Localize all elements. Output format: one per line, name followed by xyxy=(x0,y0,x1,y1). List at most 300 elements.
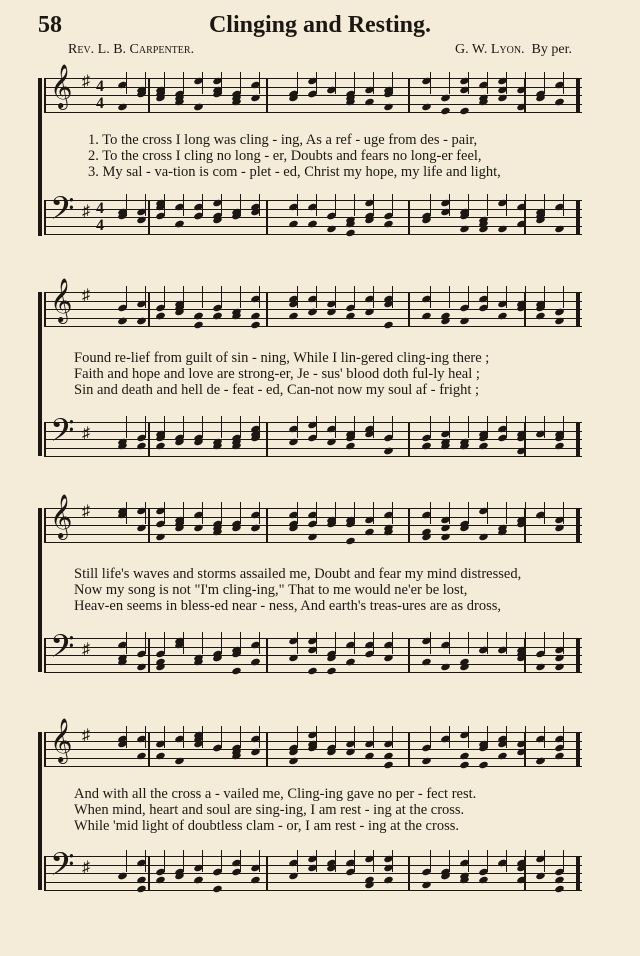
note-stem xyxy=(297,194,298,216)
note-head xyxy=(345,536,356,545)
note-stem xyxy=(525,72,526,94)
barline xyxy=(408,292,410,326)
note-stem xyxy=(202,850,203,872)
hymn-title: Clinging and Resting. xyxy=(208,12,432,38)
note-head xyxy=(459,106,470,115)
note-head xyxy=(440,106,451,115)
note-head xyxy=(231,666,242,675)
page-number: 58 xyxy=(38,12,62,38)
note-head xyxy=(155,752,166,761)
note-stem xyxy=(240,726,241,748)
note-head xyxy=(231,442,242,451)
treble-staff xyxy=(44,720,582,766)
note-stem xyxy=(563,286,564,308)
staff-line xyxy=(44,112,582,113)
note-stem xyxy=(126,286,127,308)
barline xyxy=(44,638,46,672)
note-stem xyxy=(126,632,127,654)
note-stem xyxy=(126,72,127,94)
note-stem xyxy=(392,416,393,438)
note-stem xyxy=(221,502,222,524)
note-stem xyxy=(430,726,431,748)
note-stem xyxy=(468,194,469,216)
note-head xyxy=(383,760,394,769)
note-stem xyxy=(544,72,545,94)
note-stem xyxy=(316,726,317,748)
note-stem xyxy=(354,416,355,438)
note-stem xyxy=(335,632,336,654)
note-stem xyxy=(202,502,203,524)
note-stem xyxy=(506,726,507,748)
bass-clef-icon: 𝄢 xyxy=(50,192,75,234)
note-stem xyxy=(430,72,431,94)
note-stem xyxy=(297,850,298,872)
composer-credit xyxy=(455,42,572,58)
note-stem xyxy=(506,850,507,872)
note-head xyxy=(478,760,489,769)
note-stem xyxy=(487,286,488,308)
note-stem xyxy=(468,850,469,872)
time-signature: 4 4 xyxy=(96,78,104,112)
note-stem xyxy=(297,726,298,748)
system-brace xyxy=(38,508,42,672)
note-stem xyxy=(335,416,336,438)
note-stem xyxy=(354,632,355,654)
note-stem xyxy=(221,850,222,872)
staff-line xyxy=(44,326,582,327)
note-stem xyxy=(126,726,127,748)
note-head xyxy=(212,312,223,321)
note-stem xyxy=(335,726,336,748)
note-stem xyxy=(373,194,374,216)
note-stem xyxy=(563,502,564,524)
sharp-icon: ♯ xyxy=(82,73,90,90)
barline xyxy=(44,200,46,234)
note-stem xyxy=(525,850,526,872)
note-head xyxy=(554,752,565,761)
barline xyxy=(266,78,268,112)
treble-clef-icon: 𝄞 xyxy=(50,720,73,762)
treble-clef-icon: 𝄞 xyxy=(50,66,73,108)
note-stem xyxy=(259,632,260,654)
note-stem xyxy=(221,726,222,748)
barline xyxy=(44,508,46,542)
note-stem xyxy=(468,502,469,524)
note-stem xyxy=(430,632,431,654)
note-stem xyxy=(525,726,526,748)
lyric-verse-1: 1. To the cross I long was cling - ing, As a ref - uge from des - pair, xyxy=(88,132,478,148)
lyric-verse-1: And with all the cross a - vailed me, Cling-ing gave no per - fect rest. xyxy=(74,786,477,802)
note-stem xyxy=(164,194,165,216)
note-stem xyxy=(506,194,507,216)
note-stem xyxy=(392,726,393,748)
note-head xyxy=(155,442,166,451)
note-stem xyxy=(335,194,336,216)
note-head xyxy=(345,442,356,451)
note-head xyxy=(250,312,261,321)
note-stem xyxy=(449,194,450,216)
note-stem xyxy=(259,850,260,872)
note-stem xyxy=(259,286,260,308)
final-barline xyxy=(576,732,580,766)
note-head xyxy=(212,884,223,893)
note-stem xyxy=(544,194,545,216)
barline xyxy=(44,732,46,766)
final-barline xyxy=(576,508,580,542)
barline xyxy=(408,732,410,766)
note-stem xyxy=(525,286,526,308)
note-stem xyxy=(221,194,222,216)
time-signature: 4 4 xyxy=(96,200,104,234)
barline xyxy=(408,508,410,542)
barline xyxy=(148,508,150,542)
note-stem xyxy=(240,72,241,94)
barline xyxy=(408,422,410,456)
barline xyxy=(408,856,410,890)
note-stem xyxy=(335,850,336,872)
note-stem xyxy=(221,286,222,308)
note-stem xyxy=(145,416,146,438)
note-stem xyxy=(297,416,298,438)
note-stem xyxy=(354,726,355,748)
note-head xyxy=(307,666,318,675)
barline xyxy=(266,422,268,456)
lyric-verse-2: When mind, heart and soul are sing-ing, I am rest - ing at the cross. xyxy=(74,802,465,818)
lyric-verse-1: Found re-lief from guilt of sin - ning, While I lin-gered cling-ing there ; xyxy=(74,350,490,366)
note-stem xyxy=(335,502,336,524)
lyric-verse-2: Now my song is not "I'm cling-ing," That to me would ne'er be lost, xyxy=(74,582,468,598)
barline xyxy=(44,292,46,326)
note-stem xyxy=(468,416,469,438)
note-stem xyxy=(316,194,317,216)
note-stem xyxy=(487,632,488,654)
system-brace xyxy=(38,732,42,890)
note-stem xyxy=(373,286,374,308)
note-head xyxy=(345,228,356,237)
note-head xyxy=(193,320,204,329)
note-stem xyxy=(354,502,355,524)
note-stem xyxy=(544,632,545,654)
barline xyxy=(148,732,150,766)
note-head xyxy=(383,320,394,329)
note-stem xyxy=(145,194,146,216)
staff-line xyxy=(44,234,582,235)
treble-staff xyxy=(44,66,582,112)
note-stem xyxy=(544,286,545,308)
barline xyxy=(408,638,410,672)
note-head xyxy=(326,666,337,675)
note-stem xyxy=(183,502,184,524)
note-head xyxy=(478,876,489,885)
note-head xyxy=(364,752,375,761)
barline xyxy=(266,638,268,672)
note-stem xyxy=(563,632,564,654)
note-stem xyxy=(202,416,203,438)
barline xyxy=(44,78,46,112)
note-head xyxy=(497,752,508,761)
note-stem xyxy=(449,416,450,438)
note-stem xyxy=(373,850,374,872)
note-stem xyxy=(164,286,165,308)
note-stem xyxy=(316,72,317,94)
note-head xyxy=(250,320,261,329)
note-stem xyxy=(487,416,488,438)
note-head xyxy=(421,658,432,667)
note-stem xyxy=(373,502,374,524)
note-head xyxy=(345,312,356,321)
note-stem xyxy=(259,194,260,216)
note-head xyxy=(554,98,565,107)
note-stem xyxy=(145,850,146,872)
note-stem xyxy=(335,286,336,308)
note-stem xyxy=(221,632,222,654)
permission-note: By per. xyxy=(531,42,572,57)
note-head xyxy=(459,760,470,769)
note-head xyxy=(307,220,318,229)
note-stem xyxy=(164,726,165,748)
note-stem xyxy=(297,632,298,654)
note-head xyxy=(554,884,565,893)
note-stem xyxy=(183,850,184,872)
barline xyxy=(148,638,150,672)
note-stem xyxy=(430,194,431,216)
note-head xyxy=(554,442,565,451)
note-stem xyxy=(449,850,450,872)
system-brace xyxy=(38,78,42,236)
note-stem xyxy=(563,194,564,216)
barline xyxy=(408,78,410,112)
sharp-icon: ♯ xyxy=(82,503,90,520)
note-stem xyxy=(221,72,222,94)
note-head xyxy=(250,658,261,667)
note-stem xyxy=(487,72,488,94)
lyric-verse-2: Faith and hope and love are strong-er, Je - sus' blood doth ful-ly heal ; xyxy=(74,366,480,382)
note-stem xyxy=(506,72,507,94)
treble-clef-icon: 𝄞 xyxy=(50,280,73,322)
bass-staff xyxy=(44,848,582,890)
note-head xyxy=(136,752,147,761)
note-stem xyxy=(487,726,488,748)
note-stem xyxy=(468,286,469,308)
note-head xyxy=(497,312,508,321)
note-stem xyxy=(392,850,393,872)
note-stem xyxy=(373,726,374,748)
note-stem xyxy=(259,416,260,438)
staff-line xyxy=(44,766,582,767)
note-head xyxy=(231,312,242,321)
note-stem xyxy=(544,502,545,524)
note-stem xyxy=(544,726,545,748)
sharp-icon: ♯ xyxy=(82,641,90,658)
note-stem xyxy=(354,286,355,308)
note-stem xyxy=(335,72,336,94)
barline xyxy=(44,422,46,456)
note-stem xyxy=(164,72,165,94)
note-stem xyxy=(487,850,488,872)
note-stem xyxy=(373,632,374,654)
note-head xyxy=(383,220,394,229)
note-head xyxy=(193,312,204,321)
note-stem xyxy=(221,416,222,438)
note-stem xyxy=(449,72,450,94)
note-stem xyxy=(316,850,317,872)
note-stem xyxy=(164,850,165,872)
note-head xyxy=(421,442,432,451)
sharp-icon: ♯ xyxy=(82,727,90,744)
note-head xyxy=(345,220,356,229)
note-stem xyxy=(373,416,374,438)
note-stem xyxy=(563,416,564,438)
note-stem xyxy=(164,632,165,654)
note-stem xyxy=(126,850,127,872)
note-head xyxy=(212,442,223,451)
note-stem xyxy=(525,416,526,438)
staff-line xyxy=(44,456,582,457)
note-stem xyxy=(126,502,127,524)
note-stem xyxy=(449,632,450,654)
barline xyxy=(266,508,268,542)
staff-line xyxy=(44,542,582,543)
note-stem xyxy=(202,632,203,654)
sharp-icon: ♯ xyxy=(82,287,90,304)
note-stem xyxy=(183,416,184,438)
lyric-verse-3: 3. My sal - va-tion is com - plet - ed, Christ my hope, my life and light, xyxy=(88,164,501,180)
note-head xyxy=(288,220,299,229)
note-head xyxy=(288,312,299,321)
barline xyxy=(148,200,150,234)
note-stem xyxy=(430,416,431,438)
treble-staff xyxy=(44,496,582,542)
barline xyxy=(266,732,268,766)
final-barline xyxy=(576,78,580,112)
note-stem xyxy=(354,72,355,94)
note-stem xyxy=(468,726,469,748)
note-stem xyxy=(145,502,146,524)
note-stem xyxy=(354,850,355,872)
final-barline xyxy=(576,856,580,890)
treble-staff xyxy=(44,280,582,326)
lyric-verse-3: While 'mid light of doubtless clam - or, I am rest - ing at the cross. xyxy=(74,818,459,834)
note-head xyxy=(535,312,546,321)
note-stem xyxy=(430,286,431,308)
note-stem xyxy=(392,72,393,94)
note-stem xyxy=(259,726,260,748)
lyric-verse-1: Still life's waves and storms assailed me, Doubt and fear my mind distressed, xyxy=(74,566,522,582)
note-head xyxy=(383,528,394,537)
final-barline xyxy=(576,292,580,326)
note-head xyxy=(155,312,166,321)
note-head xyxy=(193,876,204,885)
note-head xyxy=(383,876,394,885)
barline xyxy=(148,856,150,890)
note-stem xyxy=(373,72,374,94)
note-stem xyxy=(145,286,146,308)
note-stem xyxy=(430,850,431,872)
lyric-verse-3: Heav-en seems in bless-ed near - ness, And earth's treas-ures are as dross, xyxy=(74,598,501,614)
bass-staff xyxy=(44,192,582,234)
note-head xyxy=(364,528,375,537)
note-head xyxy=(383,752,394,761)
note-stem xyxy=(316,286,317,308)
note-stem xyxy=(183,286,184,308)
note-head xyxy=(421,312,432,321)
staff-line xyxy=(44,882,582,883)
note-stem xyxy=(145,726,146,748)
note-stem xyxy=(316,502,317,524)
note-stem xyxy=(544,850,545,872)
bass-clef-icon: 𝄢 xyxy=(50,848,75,890)
note-head xyxy=(174,98,185,107)
lyric-verse-3: Sin and death and hell de - feat - ed, Can-not now my soul af - fright ; xyxy=(74,382,480,398)
note-head xyxy=(155,876,166,885)
note-stem xyxy=(525,502,526,524)
note-stem xyxy=(354,194,355,216)
note-head xyxy=(136,876,147,885)
note-stem xyxy=(506,502,507,524)
staff-line xyxy=(44,890,582,891)
note-head xyxy=(136,884,147,893)
note-stem xyxy=(392,194,393,216)
barline xyxy=(148,422,150,456)
note-stem xyxy=(240,286,241,308)
note-stem xyxy=(202,286,203,308)
treble-clef-icon: 𝄞 xyxy=(50,496,73,538)
note-stem xyxy=(563,726,564,748)
staff-line xyxy=(44,292,582,293)
composer-name: G. W. Lyon. xyxy=(455,42,525,57)
note-head xyxy=(174,220,185,229)
barline xyxy=(266,292,268,326)
final-barline xyxy=(576,200,580,234)
note-stem xyxy=(259,72,260,94)
bass-staff xyxy=(44,630,582,672)
note-stem xyxy=(297,72,298,94)
note-head xyxy=(212,528,223,537)
system-brace xyxy=(38,292,42,456)
note-stem xyxy=(316,632,317,654)
note-head xyxy=(345,658,356,667)
bass-staff xyxy=(44,414,582,456)
note-stem xyxy=(145,632,146,654)
note-head xyxy=(136,442,147,451)
sharp-icon: ♯ xyxy=(82,425,90,442)
note-stem xyxy=(126,194,127,216)
note-stem xyxy=(240,416,241,438)
note-stem xyxy=(202,72,203,94)
barline xyxy=(148,292,150,326)
note-stem xyxy=(183,632,184,654)
barline xyxy=(408,200,410,234)
sharp-icon: ♯ xyxy=(82,859,90,876)
note-stem xyxy=(164,502,165,524)
note-stem xyxy=(506,416,507,438)
note-stem xyxy=(183,72,184,94)
note-stem xyxy=(297,502,298,524)
note-stem xyxy=(392,286,393,308)
note-stem xyxy=(525,632,526,654)
note-stem xyxy=(240,850,241,872)
note-stem xyxy=(259,502,260,524)
note-head xyxy=(364,98,375,107)
sharp-icon: ♯ xyxy=(82,203,90,220)
note-stem xyxy=(164,416,165,438)
note-stem xyxy=(316,416,317,438)
note-stem xyxy=(183,726,184,748)
note-stem xyxy=(449,726,450,748)
note-head xyxy=(117,658,128,667)
note-stem xyxy=(563,72,564,94)
note-stem xyxy=(506,286,507,308)
